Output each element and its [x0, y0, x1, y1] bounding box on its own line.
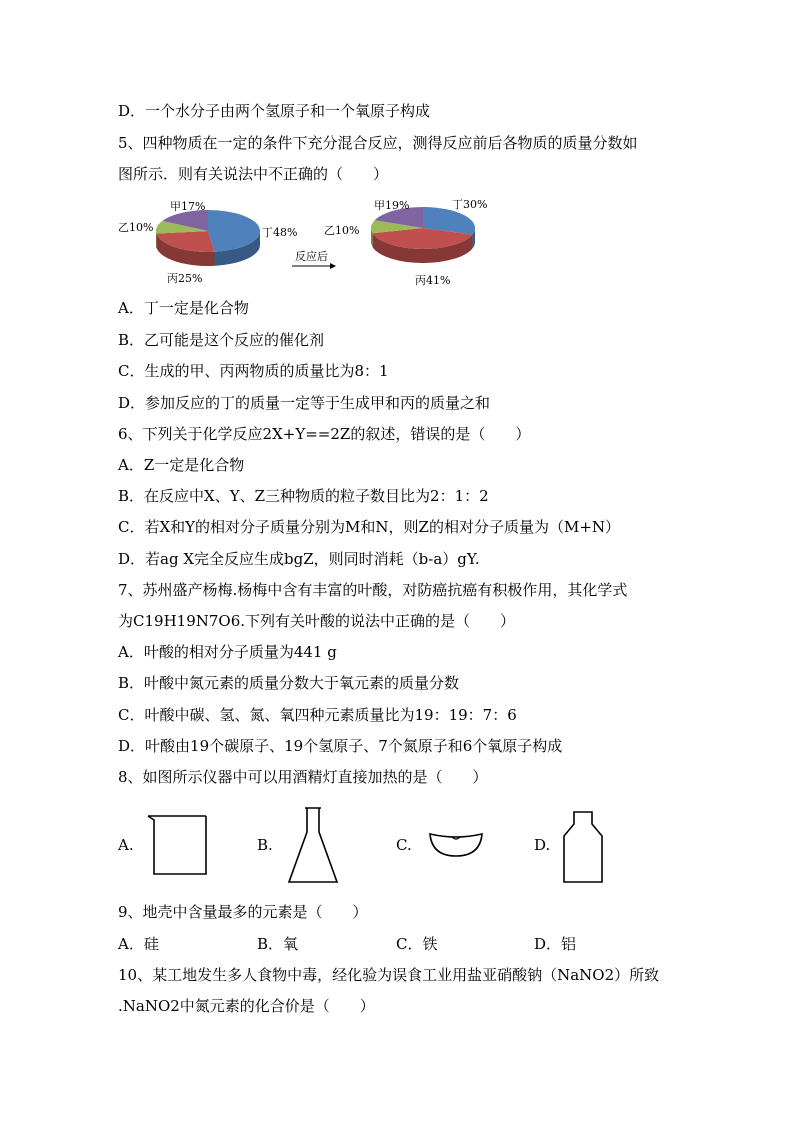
- question-8-stem: 8、如图所示仪器中可以用酒精灯直接加热的是（ ）: [118, 768, 488, 786]
- q9-option-a: A．硅: [118, 935, 159, 953]
- pie1-label-bing: 丙25%: [167, 272, 203, 285]
- pie1-label-ding: 丁48%: [262, 226, 298, 239]
- question-6-option-d: D．若ag X完全反应生成bgZ，则同时消耗（b-a）gY.: [118, 550, 480, 568]
- pie2-label-ding: 丁30%: [452, 198, 488, 211]
- reagent-bottle-icon: [558, 808, 608, 886]
- pie1-label-yi: 乙10%: [118, 221, 154, 234]
- question-7-option-c: C．叶酸中碳、氢、氮、氧四种元素质量比为19：19：7：6: [118, 706, 517, 724]
- question-7-stem-2: 为C19H19N7O6.下列有关叶酸的说法中正确的是（ ）: [118, 612, 516, 630]
- question-6-stem: 6、下列关于化学反应2X+Y==2Z的叙述，错误的是（ ）: [118, 425, 531, 443]
- question-6-option-a: A．Z一定是化合物: [118, 456, 245, 474]
- line-q4-d: D．一个水分子由两个氢原子和一个氧原子构成: [118, 102, 431, 120]
- question-5-option-b: B．乙可能是这个反应的催化剂: [118, 331, 325, 349]
- q8-option-b-label: B.: [257, 836, 273, 854]
- question-5-stem-1: 5、四种物质在一定的条件下充分混合反应，测得反应前后各物质的质量分数如: [118, 134, 638, 152]
- question-5-option-c: C．生成的甲、丙两物质的质量比为8：1: [118, 362, 389, 380]
- pie2-label-jia: 甲19%: [374, 199, 410, 212]
- question-6-option-b: B．在反应中X、Y、Z三种物质的粒子数目比为2：1：2: [118, 487, 489, 505]
- pie-chart-before: [156, 210, 260, 266]
- q8-option-c-label: C.: [396, 836, 412, 854]
- question-10-stem-1: 10、某工地发生多人食物中毒，经化验为误食工业用盐亚硝酸钠（NaNO2）所致: [118, 966, 660, 984]
- pie2-label-bing: 丙41%: [415, 274, 451, 287]
- q9-option-c: C．铁: [396, 935, 438, 953]
- evaporating-dish-icon: [426, 826, 486, 860]
- pie2-label-yi: 乙10%: [324, 224, 360, 237]
- pie1-label-jia: 甲17%: [170, 200, 206, 213]
- pie-chart-after: [371, 207, 475, 263]
- q9-option-b: B．氧: [257, 935, 299, 953]
- question-7-option-b: B．叶酸中氮元素的质量分数大于氧元素的质量分数: [118, 674, 460, 692]
- question-5-option-a: A．丁一定是化合物: [118, 299, 249, 317]
- beaker-icon: [144, 810, 214, 880]
- question-9-stem: 9、地壳中含量最多的元素是（ ）: [118, 903, 368, 921]
- q8-option-a-label: A.: [118, 836, 134, 854]
- question-5-stem-2: 图所示．则有关说法中不正确的（ ）: [118, 165, 389, 183]
- question-6-option-c: C．若X和Y的相对分子质量分别为M和N，则Z的相对分子质量为（M+N）: [118, 518, 621, 536]
- q8-option-d-label: D.: [534, 836, 551, 854]
- q9-option-d: D．铝: [534, 935, 577, 953]
- question-5-option-d: D．参加反应的丁的质量一定等于生成甲和丙的质量之和: [118, 394, 491, 412]
- arrow-head: [330, 263, 336, 269]
- question-7-option-d: D．叶酸由19个碳原子、19个氢原子、7个氮原子和6个氧原子构成: [118, 737, 563, 755]
- question-10-stem-2: .NaNO2中氮元素的化合价是（ ）: [118, 997, 375, 1015]
- arrow-label: 反应后: [295, 250, 328, 263]
- question-7-option-a: A．叶酸的相对分子质量为441 g: [118, 643, 337, 661]
- pie-charts-figure: [112, 196, 492, 288]
- conical-flask-icon: [283, 804, 343, 886]
- question-7-stem-1: 7、苏州盛产杨梅.杨梅中含有丰富的叶酸，对防癌抗癌有积极作用，其化学式: [118, 581, 628, 599]
